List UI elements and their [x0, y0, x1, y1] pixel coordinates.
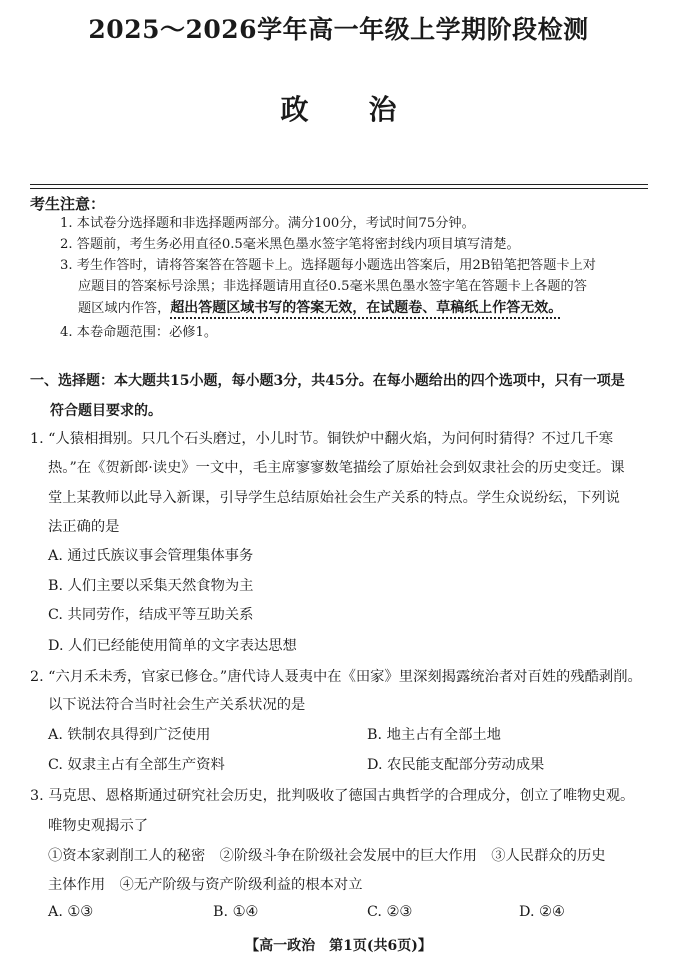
- notice-warning: 超出答题区域书写的答案无效，在试题卷、草稿纸上作答无效。: [170, 300, 563, 316]
- q2-option-a: A. 铁制农具得到广泛使用: [48, 727, 211, 743]
- q3-stem-line2: 唯物史观揭示了: [48, 818, 149, 834]
- q2-option-c: C. 奴隶主占有全部生产资料: [48, 757, 225, 773]
- notice-item-3c: [78, 298, 562, 319]
- page-footer: 【高一政治 第1页(共6页)】: [245, 938, 432, 954]
- q1-stem-line3: 堂上某教师以此导入新课，引导学生总结原始社会生产关系的特点。学生众说纷纭，下列说: [48, 490, 620, 506]
- q3-stem-line3: ①资本家剥削工人的秘密 ②阶级斗争在阶级社会发展中的巨大作用 ③人民群众的历史: [48, 848, 606, 864]
- q1-option-b: B. 人们主要以采集天然食物为主: [48, 578, 254, 594]
- q1-option-a: A. 通过氏族议事会管理集体事务: [48, 548, 254, 564]
- q2-option-b: B. 地主占有全部土地: [367, 727, 501, 743]
- q1-option-d: D. 人们已经能使用简单的文字表达思想: [48, 638, 297, 654]
- exam-title: 2025～2026学年高一年级上学期阶段检测: [88, 15, 589, 44]
- q1-option-c: C. 共同劳作，结成平等互助关系: [48, 607, 254, 623]
- q1-stem-line1: 1. “人猿相揖别。只几个石头磨过，小儿时节。铜铁炉中翻火焰，为问何时猜得？不过几千寒: [30, 431, 614, 447]
- q3-stem-line4: 主体作用 ④无产阶级与资产阶级利益的根本对立: [48, 877, 363, 893]
- q1-stem-line2: 热。”在《贺新郎·读史》一文中，毛主席寥寥数笔描绘了原始社会到奴隶社会的历史变迁。课: [48, 460, 625, 476]
- q3-option-c: C. ②③: [367, 904, 413, 920]
- q2-option-d: D. 农民能支配部分劳动成果: [367, 757, 545, 773]
- notice-heading: 考生注意：: [30, 195, 106, 213]
- notice-item-3b: 应题目的答案标号涂黑；非选择题请用直径0.5毫米黑色墨水签字笔在答题卡上各题的答: [78, 279, 587, 294]
- q3-stem-line1: 3. 马克思、恩格斯通过研究社会历史，批判吸收了德国古典哲学的合理成分，创立了唯物史观。: [30, 788, 635, 804]
- q3-option-d: D. ②④: [519, 904, 565, 920]
- divider-thick: [30, 184, 648, 185]
- subject-title: 政治: [280, 93, 457, 126]
- notice-item-1: 1. 本试卷分选择题和非选择题两部分。满分100分，考试时间75分钟。: [60, 216, 475, 231]
- q2-stem-line1: 2. “六月禾未秀，官家已修仓。”唐代诗人聂夷中在《田家》里深刻揭露统治者对百姓的残酷剥削。: [30, 669, 642, 685]
- notice-item-4: 4. 本卷命题范围：必修1。: [60, 325, 218, 340]
- section-heading: 一、选择题：本大题共15小题，每小题3分，共45分。在每小题给出的四个选项中，只有一项是: [30, 373, 625, 389]
- notice-item-3c-plain: 题区域内作答，: [78, 301, 171, 316]
- q2-stem-line2: 以下说法符合当时社会生产关系状况的是: [48, 697, 306, 713]
- q1-stem-line4: 法正确的是: [48, 519, 120, 535]
- notice-item-3a: 3. 考生作答时，请将答案答在答题卡上。选择题每小题选出答案后，用2B铅笔把答题卡上对: [60, 258, 596, 273]
- q3-option-b: B. ①④: [213, 904, 259, 920]
- q3-option-a: A. ①③: [48, 904, 94, 920]
- divider-thin: [30, 188, 648, 189]
- section-heading-cont: 符合题目要求的。: [50, 403, 162, 419]
- notice-item-2: 2. 答题前，考生务必用直径0.5毫米黑色墨水签字笔将密封线内项目填写清楚。: [60, 237, 520, 252]
